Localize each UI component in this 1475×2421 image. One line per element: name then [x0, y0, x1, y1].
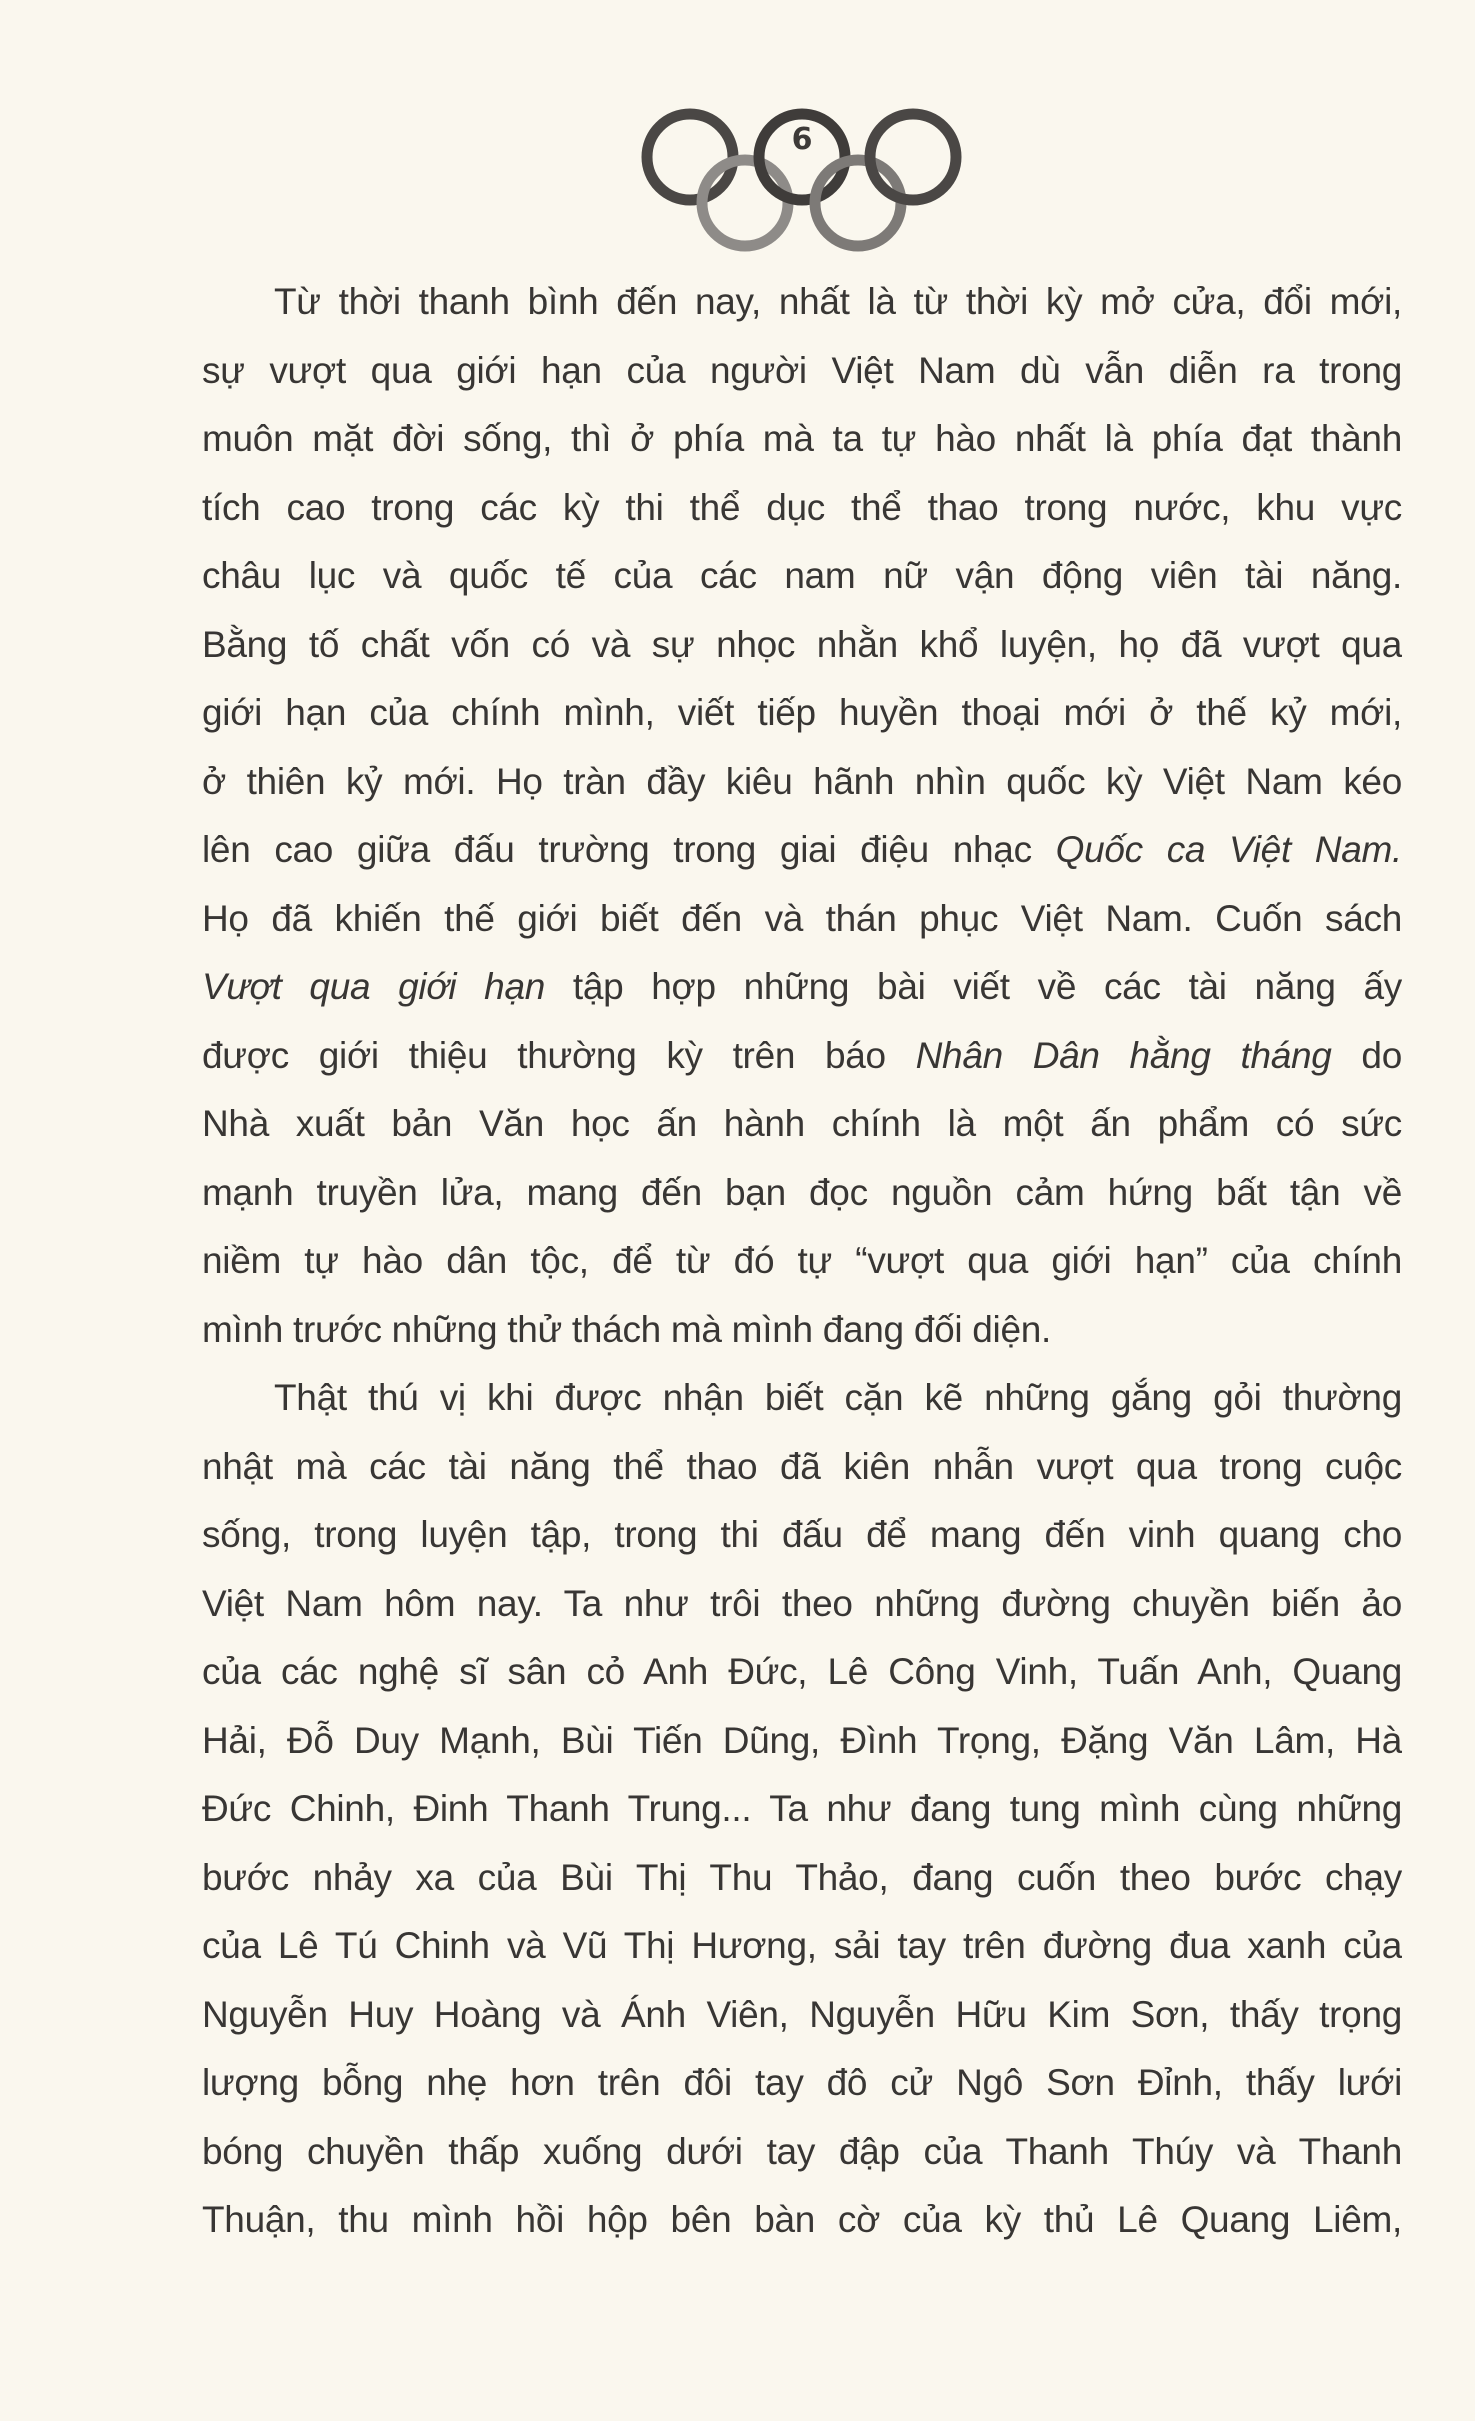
text-line [202, 1159, 1402, 1228]
italic-title-text: Quốc ca Việt Nam. [1055, 829, 1402, 870]
text-segment: của Lê Tú Chinh và Vũ Thị Hương, sải tay trên đường đua xanh của [202, 1925, 1402, 1966]
ring-top-right [870, 114, 956, 200]
text-segment: ở thiên kỷ mới. Họ tràn đầy kiêu hãnh nhìn quốc kỳ Việt Nam kéo [202, 760, 1402, 802]
text-line [202, 1981, 1402, 2050]
text-segment: sống, trong luyện tập, trong thi đấu để mang đến vinh quang cho [202, 1514, 1402, 1555]
text-line [202, 953, 1402, 1022]
text-segment: Họ đã khiến thế giới biết đến và thán phục Việt Nam. Cuốn sách [202, 897, 1402, 939]
olympic-rings-icon [630, 95, 970, 265]
text-segment: Nguyễn Huy Hoàng và Ánh Viên, Nguyễn Hữu Kim Sơn, thấy trọng [202, 1993, 1402, 2035]
ring-bottom-left [702, 160, 788, 246]
text-segment: Đức Chinh, Đinh Thanh Trung... Ta như đang tung mình cùng những [202, 1788, 1402, 1829]
text-segment: lượng bỗng nhẹ hơn trên đôi tay đô cử Ngô Sơn Đỉnh, thấy lưới [202, 2062, 1402, 2103]
text-segment: của các nghệ sĩ sân cỏ Anh Đức, Lê Công Vinh, Tuấn Anh, Quang [202, 1651, 1402, 1692]
text-line [202, 1022, 1402, 1091]
text-segment: Thật thú vị khi được nhận biết cặn kẽ những gắng gỏi thường [274, 1377, 1402, 1418]
text-segment: châu lục và quốc tế của các nam nữ vận động viên tài năng. [202, 555, 1402, 596]
text-line [202, 816, 1402, 885]
text-line [202, 611, 1402, 680]
text-segment: bước nhảy xa của Bùi Thị Thu Thảo, đang cuốn theo bước chạy [202, 1856, 1402, 1898]
text-line [202, 1227, 1402, 1296]
text-line [202, 1501, 1402, 1570]
text-line [202, 1707, 1402, 1776]
text-line [202, 1570, 1402, 1639]
text-line [202, 268, 1402, 337]
text-segment: bóng chuyền thấp xuống dưới tay đập của Thanh Thúy và Thanh [202, 2130, 1402, 2172]
ring-bottom-right [815, 160, 901, 246]
text-segment: niềm tự hào dân tộc, để từ đó tự “vượt qua giới hạn” của chính [202, 1240, 1402, 1281]
text-line [202, 2186, 1402, 2255]
text-line [202, 679, 1402, 748]
text-segment: Từ thời thanh bình đến nay, nhất là từ thời kỳ mở cửa, đổi mới, [274, 281, 1402, 322]
page-number: 6 [791, 122, 813, 157]
text-segment: do [1331, 1034, 1402, 1076]
text-segment: muôn mặt đời sống, thì ở phía mà ta tự hào nhất là phía đạt thành [202, 418, 1402, 459]
italic-title-text: Vượt qua giới hạn [202, 966, 545, 1007]
text-line [202, 1433, 1402, 1502]
text-segment: tập hợp những bài viết về các tài năng ấy [545, 966, 1402, 1007]
text-line [202, 748, 1402, 817]
text-line [202, 405, 1402, 474]
body-text [202, 268, 1402, 2255]
text-line [202, 337, 1402, 406]
text-line [202, 1912, 1402, 1981]
text-segment: Bằng tố chất vốn có và sự nhọc nhằn khổ luyện, họ đã vượt qua [202, 623, 1402, 665]
text-line [202, 1844, 1402, 1913]
text-line [202, 1090, 1402, 1159]
text-segment: sự vượt qua giới hạn của người Việt Nam dù vẫn diễn ra trong [202, 349, 1402, 391]
text-segment: mình trước những thử thách mà mình đang đối diện. [202, 1308, 1052, 1350]
text-segment: Việt Nam hôm nay. Ta như trôi theo những đường chuyền biến ảo [202, 1582, 1402, 1624]
text-line [202, 1296, 1402, 1365]
text-line [202, 1364, 1402, 1433]
text-line [202, 2049, 1402, 2118]
text-line [202, 474, 1402, 543]
text-segment: Hải, Đỗ Duy Mạnh, Bùi Tiến Dũng, Đình Trọng, Đặng Văn Lâm, Hà [202, 1719, 1402, 1761]
text-segment: tích cao trong các kỳ thi thể dục thể thao trong nước, khu vực [202, 486, 1402, 528]
text-segment: được giới thiệu thường kỳ trên báo [202, 1034, 916, 1076]
text-segment: nhật mà các tài năng thể thao đã kiên nhẫn vượt qua trong cuộc [202, 1445, 1402, 1487]
text-segment: Thuận, thu mình hồi hộp bên bàn cờ của kỳ thủ Lê Quang Liêm, [202, 2199, 1402, 2240]
text-line [202, 1775, 1402, 1844]
text-segment: lên cao giữa đấu trường trong giai điệu nhạc [202, 829, 1056, 870]
text-segment: Nhà xuất bản Văn học ấn hành chính là một ấn phẩm có sức [202, 1103, 1402, 1144]
text-line [202, 2118, 1402, 2187]
text-line [202, 542, 1402, 611]
ring-top-left [647, 114, 733, 200]
italic-title-text: Nhân Dân hằng tháng [915, 1034, 1332, 1076]
text-segment: giới hạn của chính mình, viết tiếp huyền thoại mới ở thế kỷ mới, [202, 692, 1402, 733]
text-segment: mạnh truyền lửa, mang đến bạn đọc nguồn cảm hứng bất tận về [202, 1171, 1402, 1213]
text-line [202, 885, 1402, 954]
text-line [202, 1638, 1402, 1707]
